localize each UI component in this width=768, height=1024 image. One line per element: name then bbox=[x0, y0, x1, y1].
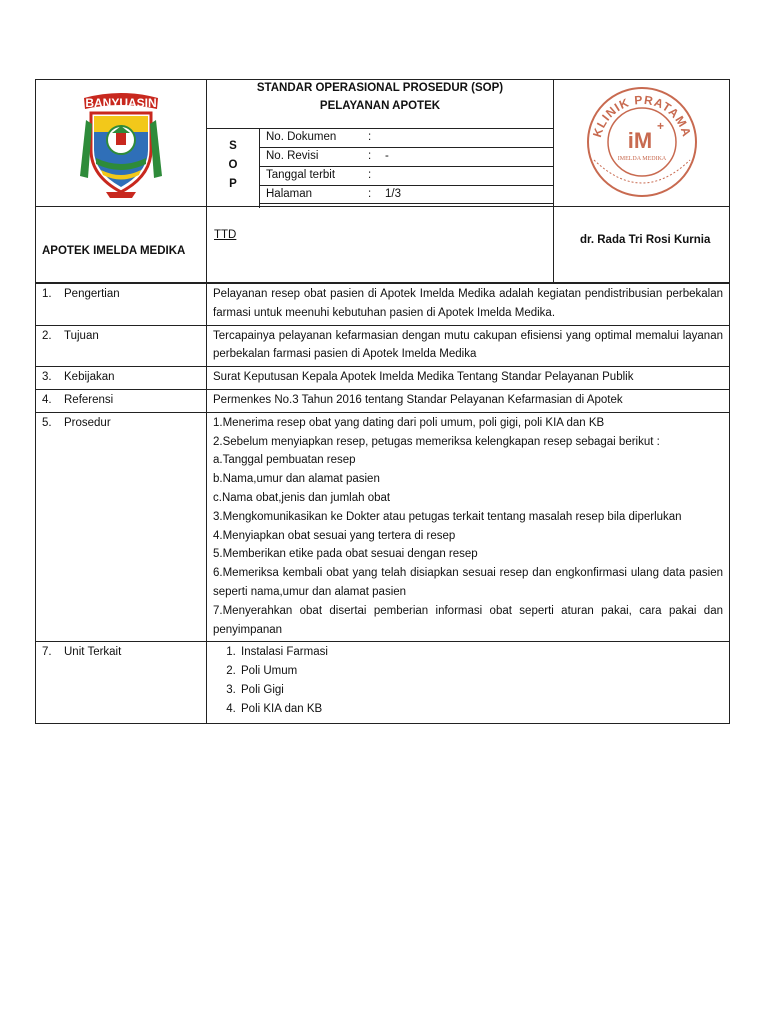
clinic-logo-cell bbox=[553, 80, 731, 207]
prosedur-step: c.Nama obat,jenis dan jumlah obat bbox=[213, 491, 391, 504]
label-tujuan: Tujuan bbox=[64, 329, 99, 342]
doctor-cell bbox=[553, 207, 731, 282]
sop-document bbox=[35, 79, 730, 724]
prosedur-steps bbox=[207, 412, 730, 642]
row-referensi: 4. Referensi Permenkes No.3 Tahun 2016 tentang Standar Pelayanan Kefarmasian di Apotek bbox=[36, 389, 730, 412]
text-pengertian: Pelayanan resep obat pasien di Apotek Imelda Medika adalah kegiatan pendistribusian perbekalan farmasi untuk meenuhi kebutuhan pasien di Apotek Imelda Medika. bbox=[207, 284, 730, 326]
list-item: 2. Poli Umum bbox=[239, 662, 723, 681]
doc-field-no-revisi: No. Revisi : - bbox=[260, 147, 553, 166]
sop-letter-o: O bbox=[228, 159, 238, 171]
row-tujuan: 2. Tujuan Tercapainya pelayanan kefarmasian dengan mutu cakupan efisiensi yang optimal memalui layanan perbekalan farmasi pasien di Apotek Imelda Medika bbox=[36, 325, 730, 367]
sop-title-line2: PELAYANAN APOTEK bbox=[319, 100, 441, 112]
text-referensi: Permenkes No.3 Tahun 2016 tentang Standar Pelayanan Kefarmasian di Apotek bbox=[207, 389, 730, 412]
list-item: 1. Instalasi Farmasi bbox=[239, 643, 723, 662]
clinic-logo-text: KLINIK PRATAMA bbox=[590, 92, 694, 139]
prosedur-step: 4.Menyiapkan obat sesuai yang tertera di resep bbox=[213, 529, 456, 542]
clinic-logo-mark: iM bbox=[627, 128, 653, 153]
unit-terkait-list-cell bbox=[207, 642, 730, 723]
prosedur-step: a.Tanggal pembuatan resep bbox=[213, 454, 356, 467]
sop-letters bbox=[207, 128, 260, 208]
row-kebijakan: 3. Kebijakan Surat Keputusan Kepala Apotek Imelda Medika Tentang Standar Pelayanan Publik bbox=[36, 367, 730, 390]
unit-terkait-list bbox=[213, 643, 723, 718]
clinic-stamp-icon bbox=[554, 80, 731, 207]
ttd-label: TTD bbox=[214, 229, 237, 241]
doctor-name: dr. Rada Tri Rosi Kurnia bbox=[580, 234, 711, 246]
text-tujuan: Tercapainya pelayanan kefarmasian dengan mutu cakupan efisiensi yang optimal memalui layanan perbekalan farmasi pasien di Apotek Imelda Medika bbox=[207, 325, 730, 367]
doc-field-halaman: Halaman : 1/3 bbox=[260, 185, 553, 204]
organization-cell bbox=[36, 207, 207, 282]
sop-letter-s: S bbox=[229, 140, 237, 152]
prosedur-step: 1.Menerima resep obat yang dating dari poli umum, poli gigi, poli KIA dan KB bbox=[213, 416, 605, 429]
list-item: 3. Poli Gigi bbox=[239, 681, 723, 700]
label-prosedur: Prosedur bbox=[64, 416, 111, 429]
sop-title bbox=[207, 80, 553, 128]
label-referensi: Referensi bbox=[64, 393, 114, 406]
doc-field-no-dokumen: No. Dokumen : bbox=[260, 128, 553, 147]
organization-name: APOTEK IMELDA MEDIKA bbox=[42, 245, 186, 257]
sop-content-table bbox=[35, 283, 730, 724]
label-pengertian: Pengertian bbox=[64, 288, 120, 300]
clinic-logo-sub: IMELDA MEDIKA bbox=[617, 156, 667, 162]
prosedur-step: 5.Memberikan etike pada obat sesuai dengan resep bbox=[213, 548, 478, 561]
svg-text:+: + bbox=[657, 119, 665, 133]
row-unit-terkait: 7. Unit Terkait 1. Instalasi Farmasi 2. Poli Umum 3. Poli Gigi 4. Poli KIA dan KB bbox=[36, 642, 730, 723]
header-block bbox=[35, 79, 730, 207]
sop-title-line1: STANDAR OPERASIONAL PROSEDUR (SOP) bbox=[256, 82, 504, 94]
banyuasin-logo-cell bbox=[36, 80, 207, 207]
prosedur-step: 7.Menyerahkan obat disertai pemberian informasi obat seperti aturan pakai, cara pakai dan penyimpanan bbox=[213, 604, 723, 636]
label-unit-terkait: Unit Terkait bbox=[64, 646, 122, 659]
row-prosedur: 5. Prosedur 1.Menerima resep obat yang dating dari poli umum, poli gigi, poli KIA dan KB 2.Sebelum menyiapkan resep, petugas memeriksa kelengkapan resep sebagai berikut : a.Tanggal pembuatan resep b.Nama,umur dan alamat pasien c.Nama obat,jenis dan jumlah obat 3.Mengkomunikasikan ke Dokter atau petugas terkait tentang masalah resep bila diperlukan 4.Menyiapkan obat sesuai yang tertera di resep 5.Memberikan etike pada obat sesuai dengan resep 6.Memeriksa kembali obat yang telah disiapkan sesuai resep dan engkonfirmasi ulang data pasien seperti nama,umur dan alamat pasien 7.Menyerahkan obat disertai pemberian informasi obat seperti aturan pakai, cara pakai dan penyimpanan bbox=[36, 412, 730, 642]
row-pengertian: 1. Pengertian Pelayanan resep obat pasien di Apotek Imelda Medika adalah kegiatan pendistribusian perbekalan farmasi untuk meenuhi kebutuhan pasien di Apotek Imelda Medika. bbox=[36, 284, 730, 326]
prosedur-step: 2.Sebelum menyiapkan resep, petugas memeriksa kelengkapan resep sebagai berikut : bbox=[213, 435, 660, 448]
doc-field-tanggal-terbit: Tanggal terbit : bbox=[260, 166, 553, 185]
list-item: 4. Poli KIA dan KB bbox=[239, 700, 723, 719]
document-info bbox=[260, 128, 553, 207]
prosedur-step: 3.Mengkomunikasikan ke Dokter atau petugas terkait tentang masalah resep bila diperlukan bbox=[213, 510, 682, 523]
banyuasin-emblem-icon bbox=[36, 80, 206, 207]
prosedur-step: b.Nama,umur dan alamat pasien bbox=[213, 473, 380, 486]
banyuasin-logo-text: BANYUASIN bbox=[85, 96, 157, 110]
signature-block bbox=[35, 207, 730, 283]
sop-letter-p: P bbox=[229, 178, 237, 190]
prosedur-step: 6.Memeriksa kembali obat yang telah disiapkan sesuai resep dan engkonfirmasi ulang data pasien seperti nama,umur dan alamat pasien bbox=[213, 567, 723, 598]
label-kebijakan: Kebijakan bbox=[64, 371, 115, 384]
text-kebijakan: Surat Keputusan Kepala Apotek Imelda Medika Tentang Standar Pelayanan Publik bbox=[207, 367, 730, 390]
